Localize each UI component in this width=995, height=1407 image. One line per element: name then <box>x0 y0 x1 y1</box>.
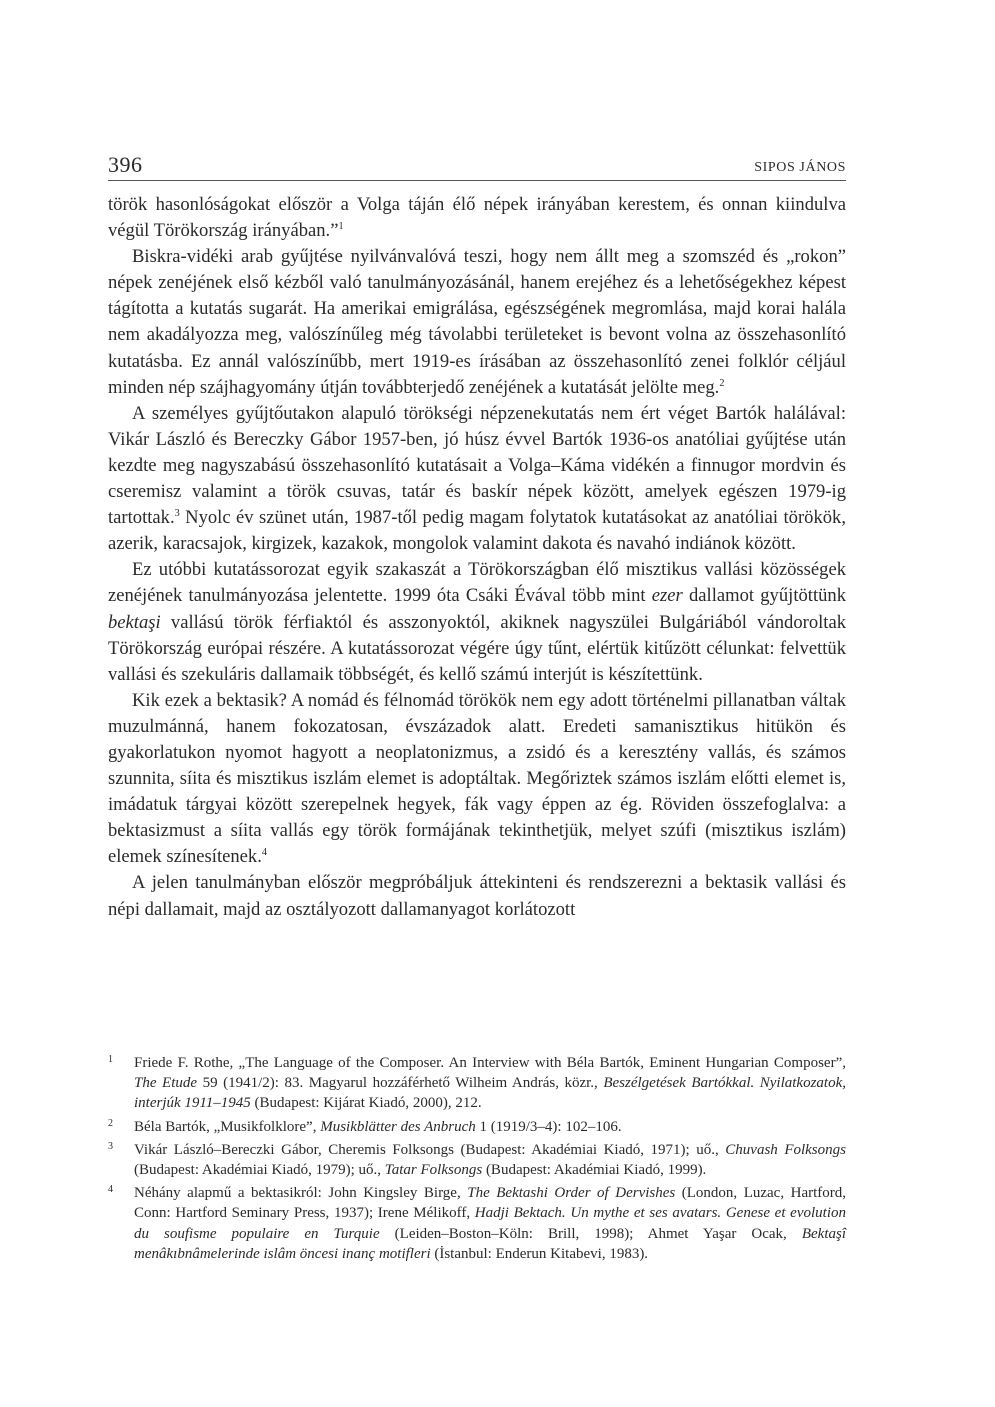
italic-text: bektaşi <box>108 611 161 633</box>
running-head: SIPOS JÁNOS <box>754 160 846 175</box>
paragraph <box>108 244 846 401</box>
footnote-ref: 4 <box>261 847 267 859</box>
text-run: dallamot gyűjtöttünk <box>682 585 846 607</box>
footnote-number: 2 <box>108 1117 113 1129</box>
text-run: Kik ezek a bektasik? A nomád és félnomád törökök nem egy adott történelmi pillanatban váltak muzulmánná, hanem fokozatosan, évszázadok alatt. Eredeti samanisztikus hitükön és gyakorlatukon nyomot hagyott a neoplatonizmus, a zsidó és a keresztény vallás, és számos szunnita, síita és misztikus iszlám elemet is adoptáltak. Megőriztek számos iszlám előtti elemet is, imádatuk tárgyai között szerepelnek hegyek, fák vagy éppen az ég. Röviden összefoglalva: a bektasizmust a síita vallás egy török formájának tekinthetjük, melyet szúfi (misztikus iszlám) elemek színesítenek. <box>108 689 846 868</box>
text-run: (Budapest: Akadémiai Kiadó, 1999). <box>482 1162 707 1179</box>
paragraph <box>108 688 846 871</box>
paragraph <box>108 192 846 244</box>
text-run: Néhány alapmű a bektasikról: John Kingsley Birge, <box>134 1185 468 1202</box>
text-run: 1 (1919/3–4): 102–106. <box>475 1118 622 1135</box>
text-run: Béla Bartók, „Musikfolklore”, <box>134 1118 321 1135</box>
paragraph <box>108 557 846 687</box>
italic-text: Bektaşî menâkıbnâmelerinde islâm öncesi inanç motifleri <box>134 1225 846 1262</box>
footnote-ref: 2 <box>719 377 725 389</box>
italic-text: Musikblätter des Anbruch <box>320 1118 476 1135</box>
text-run: 59 (1941/2): 83. Magyarul hozzáférhető Wilheim András, közr., <box>197 1075 604 1092</box>
text-run: Vikár László–Bereczki Gábor, Cheremis Folksongs (Budapest: Akadémiai Kiadó, 1971); uő., <box>134 1141 726 1158</box>
text-run: Nyolc év szünet után, 1987-től pedig magam folytatok kutatásokat az anatóliai törökök, azerik, karacsajok, kirgizek, kazakok, mongolok valamint dakota és navahó indiánok között. <box>108 507 846 555</box>
text-run: Biskra-vidéki arab gyűjtése nyilvánvalóvá teszi, hogy nem állt meg a szomszéd és „rokon” népek zenéjének első kézből való tanulmányozásánál, hanem erejéhez és a lehetőségekhez képest tágította a kutatás sugarát. Ha amerikai emigrálása, egészségének megromlása, majd korai halála nem akadályozza meg, valószínűleg még távolabbi területeket is bevont volna az összehasonlító kutatásba. Ez annál valószínűbb, mert 1919-es írásában az összehasonlító zenei folklór céljául minden nép szájhagyomány útján továbbterjedő zenéjének a kutatását jelölte meg. <box>108 246 846 398</box>
footnote <box>108 1117 846 1137</box>
text-run: (London, Luzac, Hartford, Conn: Hartford Seminary Press, 1937); Irene Mélikoff, <box>134 1185 847 1222</box>
italic-text: The Bektashi Order of Dervishes <box>467 1185 676 1202</box>
text-run: Ez utóbbi kutatássorozat egyik szakaszát a Törökországban élő misztikus vallási közösségek zenéjének tanulmányozása jelentette. 1999 óta Csáki Évával több mint <box>108 559 846 607</box>
text-run: (İstanbul: Enderun Kitabevi, 1983). <box>430 1245 649 1262</box>
footnote-number: 3 <box>108 1140 113 1152</box>
italic-text: The Etude <box>134 1075 198 1092</box>
footnote-number: 4 <box>108 1184 113 1196</box>
footnotes <box>108 1053 846 1267</box>
footnote <box>108 1140 846 1180</box>
text-run: Friede F. Rothe, „The Language of the Composer. An Interview with Béla Bartók, Eminent Hungarian Composer”, <box>134 1055 846 1071</box>
text-run: A jelen tanulmányban először megpróbáljuk áttekinteni és rendszerezni a bektasik vallási és népi dallamait, majd az osztályozott dallamanyagot korlátozott <box>108 872 846 920</box>
text-run: vallású török férfiaktól és asszonyoktól, akiknek nagyszülei Bulgáriából vándoroltak Törökország európai részére. A kutatássorozat végére úgy tűnt, elértük kitűzött célunkat: felvettük vallási és szekuláris dallamaik többségét, és kellő számú interjút is készítettünk. <box>108 611 846 685</box>
text-run: (Budapest: Kijárat Kiadó, 2000), 212. <box>250 1095 482 1112</box>
italic-text: ezer <box>651 585 683 607</box>
footnote-ref: 3 <box>174 507 180 519</box>
italic-text: Hadji Bektach. Un mythe et ses avatars. Genese et evolution du soufisme populaire en Turquie <box>134 1205 846 1242</box>
italic-text: Chuvash Folksongs <box>725 1141 846 1158</box>
footnote <box>108 1053 846 1114</box>
text-run: török hasonlóságokat először a Volga táján élő népek irányában kerestem, és onnan kiindulva végül Törökország irányában.” <box>108 194 846 242</box>
text-run: (Leiden–Boston–Köln: Brill, 1998); Ahmet Yaşar Ocak, <box>379 1225 802 1242</box>
text-run: A személyes gyűjtőutakon alapuló törökségi népzenekutatás nem ért véget Bartók halálával: Vikár László és Bereczky Gábor 1957-ben, jó húsz évvel Bartók 1936-os anatóliai gyűjtése után kezdte meg nagyszabású összehasonlító kutatásait a Volga–Káma vidékén a finnugor mordvin és cseremisz valamint a török csuvas, tatár és baskír népek között, amelyek egészen 1979-ig tartottak. <box>108 402 846 529</box>
italic-text: Tatar Folksongs <box>384 1162 483 1179</box>
footnote <box>108 1183 846 1264</box>
paragraph <box>108 870 846 922</box>
footnote-number: 1 <box>108 1054 113 1065</box>
page-header <box>108 150 846 181</box>
italic-text: Beszélgetések Bartókkal. Nyilatkozatok, interjúk 1911–1945 <box>134 1075 846 1112</box>
page-number: 396 <box>108 152 143 177</box>
footnote-ref: 1 <box>338 220 344 232</box>
body-text <box>108 192 846 923</box>
text-run: (Budapest: Akadémiai Kiadó, 1979); uő., <box>134 1162 385 1179</box>
paragraph <box>108 401 846 558</box>
